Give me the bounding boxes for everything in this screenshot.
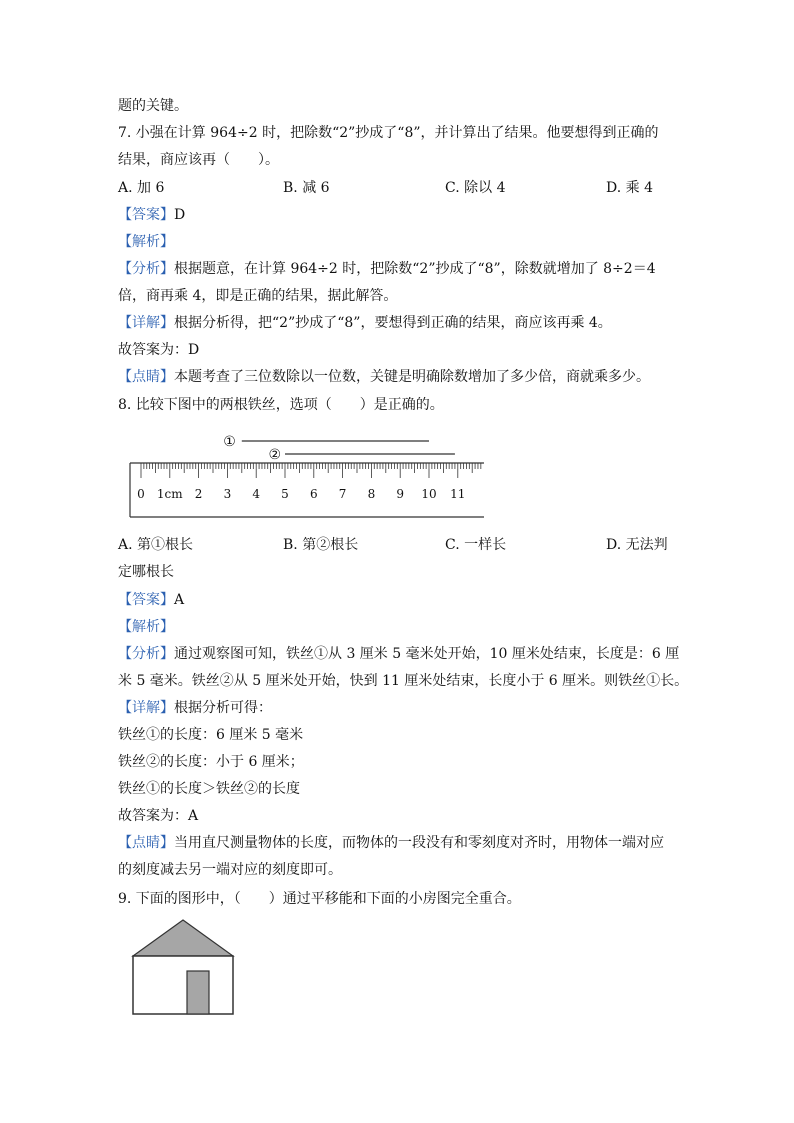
ruler-tick-label: 6 [309,487,318,501]
question-8: 8. 比较下图中的两根铁丝，选项（ ）是正确的。 [118,397,444,413]
answer-value: D [174,207,186,223]
q8-wire2-length: 铁丝②的长度：小于 6 厘米； [118,754,304,770]
xiangjie-tag: 【详解】 [118,315,174,331]
xiangjie-text: 根据分析可得： [174,700,272,716]
ruler-tick-label: 10 [421,487,437,501]
fenxi-tag: 【分析】 [118,646,174,662]
question-7-cont: 结果，商应该再（ ）。 [118,152,279,168]
dianjing-tag: 【点睛】 [118,835,174,851]
dianjing-text: 当用直尺测量物体的长度，而物体的一段没有和零刻度对齐时，用物体一端对应 [174,835,664,851]
q7-final: 故答案为：D [118,342,200,358]
q7-answer [118,205,185,225]
q8-option-d-cont: 定哪根长 [118,564,174,580]
q7-option-b: B. 减 6 [283,180,330,196]
house-door [187,971,209,1014]
wire-2-label: ② [268,447,281,463]
ruler-tick-label: 9 [396,487,405,501]
q8-fenxi [118,644,679,664]
ruler-tick-label: 5 [281,487,289,501]
q7-dianjing [118,367,650,387]
xiangjie-tag: 【详解】 [118,700,174,716]
fenxi-tag: 【分析】 [118,261,174,277]
q8-analysis [118,617,174,637]
q8-option-c: C. 一样长 [445,537,507,553]
ruler-tick-label: 3 [223,487,232,501]
text-line: 题的关键。 [118,98,188,114]
ruler-tick-label: 0 [137,487,145,501]
ruler-tick-label: 1cm [156,487,183,501]
q8-fenxi-cont: 米 5 毫米。铁丝②从 5 厘米处开始，快到 11 厘米处结束，长度小于 6 厘米。则铁丝①长。 [118,673,689,689]
ruler-tick-label: 4 [252,487,261,501]
fenxi-text: 根据题意，在计算 964÷2 时，把除数“2”抄成了“8”，除数就增加了 8÷2＝4 [174,261,656,277]
q7-fenxi-cont: 倍，商再乘 4，即是正确的结果，据此解答。 [118,288,398,304]
q8-dianjing [118,833,664,853]
q8-option-a: A. 第①根长 [118,537,194,553]
house-body [133,956,233,1014]
q7-analysis [118,232,174,252]
q7-option-d: D. 乘 4 [606,180,653,196]
q7-option-a: A. 加 6 [118,180,165,196]
house-roof [133,920,233,956]
q8-dianjing-cont: 的刻度减去另一端对应的刻度即可。 [118,862,342,878]
q8-xiangjie [118,698,272,718]
answer-value: A [174,592,185,608]
wire-1-label: ① [223,434,236,450]
dianjing-text: 本题考查了三位数除以一位数，关键是明确除数增加了多少倍，商就乘多少。 [174,369,650,385]
ruler-tick-label: 2 [194,487,203,501]
ruler-tick-label: 11 [450,487,466,501]
q8-option-d: D. 无法判 [606,537,668,553]
q7-xiangjie [118,313,612,333]
q8-wire1-length: 铁丝①的长度：6 厘米 5 毫米 [118,727,304,743]
analysis-tag: 【解析】 [118,234,174,250]
analysis-tag: 【解析】 [118,619,174,635]
q8-final: 故答案为：A [118,808,199,824]
ruler-figure [128,428,488,523]
answer-tag: 【答案】 [118,207,174,223]
house-figure [130,918,236,1018]
q8-option-b: B. 第②根长 [283,537,359,553]
q7-fenxi [118,259,656,279]
answer-tag: 【答案】 [118,592,174,608]
fenxi-text: 通过观察图可知，铁丝①从 3 厘米 5 毫米处开始，10 厘米处结束，长度是：6 厘 [174,646,680,662]
ruler-tick-label: 8 [367,487,376,501]
ruler-tick-label: 7 [338,487,347,501]
q8-compare: 铁丝①的长度＞铁丝②的长度 [118,781,300,797]
question-9: 9. 下面的图形中，（ ）通过平移能和下面的小房图完全重合。 [118,891,521,907]
dianjing-tag: 【点睛】 [118,369,174,385]
xiangjie-text: 根据分析得，把“2”抄成了“8”，要想得到正确的结果，商应该再乘 4。 [174,315,612,331]
q8-answer [118,590,184,610]
question-7: 7. 小强在计算 964÷2 时，把除数“2”抄成了“8”，并计算出了结果。他要想得到正确的 [118,125,659,141]
q7-option-c: C. 除以 4 [445,180,506,196]
